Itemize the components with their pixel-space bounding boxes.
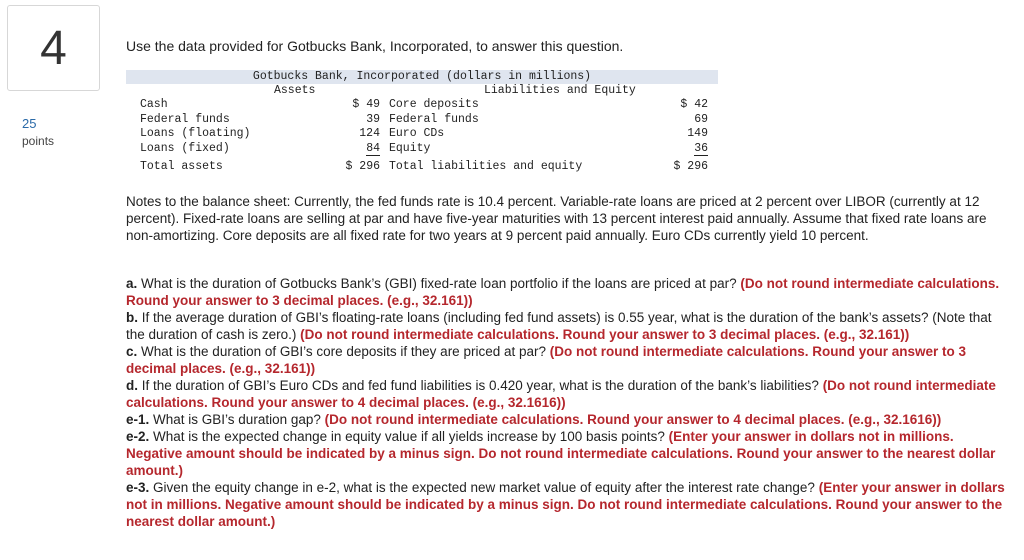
- part-text: Given the equity change in e-2, what is the expected new market value of equity after the interest rate change?: [153, 480, 815, 495]
- points-label: points: [22, 134, 55, 148]
- liability-value: $ 42: [680, 98, 708, 111]
- part-text: What is the duration of Gotbucks Bank’s (GBI) fixed-rate loan portfolio if the loans are priced at par?: [141, 276, 737, 291]
- balance-sheet: [126, 70, 718, 175]
- total-liabilities-label: Total liabilities and equity: [389, 160, 583, 173]
- question-part-a: [126, 275, 1010, 309]
- asset-label: Federal funds: [140, 112, 230, 126]
- part-instruction: (Do not round intermediate calculations. Round your answer to 3 decimal places. (e.g., 32.161)): [126, 276, 1000, 308]
- intro-text: Use the data provided for Gotbucks Bank, Incorporated, to answer this question.: [126, 38, 624, 54]
- question-part-d: [126, 377, 1010, 411]
- assets-header: Assets: [274, 84, 316, 97]
- part-instruction: (Do not round intermediate calculations. Round your answer to 4 decimal places. (e.g., 32.1616)): [324, 412, 942, 427]
- asset-value: $ 49: [352, 98, 380, 111]
- part-text: If the average duration of GBI’s floating-rate loans (including fed fund assets) is 0.55 year, what is the duration of the bank’s assets? (Note that the duration of cash is zero.): [126, 310, 992, 342]
- question-part-e2: [126, 428, 1010, 479]
- balance-sheet-notes: Notes to the balance sheet: Currently, the fed funds rate is 10.4 percent. Variable-rate loans are priced at 2 percent over LIBOR (currently at 12 percent). Fixed-rate loans are selling at par and have five-year maturities with 13 percent interest paid annually. Assume that fixed rate loans are non-amortizing. Core deposits are all fixed rate for two years at 9 percent paid annually. Euro CDs currently yield 10 percent.: [126, 194, 987, 243]
- part-label: c.: [126, 344, 138, 359]
- question-number: 4: [7, 5, 100, 91]
- liability-label: Core deposits: [389, 98, 479, 111]
- part-instruction: (Do not round intermediate calculations. Round your answer to 3 decimal places. (e.g., 32.161)): [300, 327, 910, 342]
- part-label: a.: [126, 276, 138, 291]
- question-part-c: [126, 343, 1010, 377]
- points-value: 25: [22, 116, 37, 131]
- total-liabilities-value: $ 296: [673, 160, 708, 173]
- balance-sheet-title: Gotbucks Bank, Incorporated (dollars in millions): [126, 70, 718, 84]
- part-label: e-2.: [126, 429, 150, 444]
- asset-label: Loans (fixed): [140, 141, 230, 155]
- liability-value: 69: [694, 112, 708, 126]
- part-label: e-1.: [126, 412, 150, 427]
- part-text: What is GBI’s duration gap?: [153, 412, 321, 427]
- part-instruction: (Do not round intermediate calculations. Round your answer to 3 decimal places. (e.g., 32.161)): [126, 344, 967, 376]
- question-part-e1: [126, 411, 1010, 428]
- balance-sheet-row: [126, 98, 718, 113]
- liability-label: Equity: [389, 141, 431, 155]
- question-parts: [126, 275, 1010, 530]
- part-instruction: (Enter your answer in dollars not in millions. Negative amount should be indicated by a minus sign. Do not round intermediate calculations. Round your answer to the nearest dollar amount.): [126, 429, 996, 478]
- liability-value: 149: [687, 127, 708, 140]
- part-text: What is the expected change in equity value if all yields increase by 100 basis points?: [153, 429, 665, 444]
- liability-label: Euro CDs: [389, 127, 445, 140]
- part-instruction: (Enter your answer in dollars not in millions. Negative amount should be indicated by a minus sign. Do not round intermediate calculations. Round your answer to the nearest dollar amount.): [126, 480, 1005, 529]
- asset-label: Loans (floating): [140, 127, 251, 140]
- total-assets-label: Total assets: [140, 160, 223, 173]
- balance-sheet-total-row: [126, 158, 718, 175]
- asset-value: 84: [366, 141, 380, 155]
- part-text: If the duration of GBI’s Euro CDs and fed fund liabilities is 0.420 year, what is the duration of the bank’s liabilities?: [141, 378, 819, 393]
- balance-sheet-row: [126, 113, 718, 128]
- total-assets-value: $ 296: [345, 160, 380, 173]
- asset-value: 124: [359, 127, 380, 140]
- liability-label: Federal funds: [389, 112, 479, 126]
- liability-value: 36: [694, 141, 708, 155]
- balance-sheet-row: [126, 127, 718, 142]
- question-part-b: [126, 309, 1010, 343]
- asset-label: Cash: [140, 98, 168, 111]
- part-label: e-3.: [126, 480, 150, 495]
- balance-sheet-row: [126, 142, 718, 157]
- part-text: What is the duration of GBI’s core deposits if they are priced at par?: [141, 344, 546, 359]
- part-label: d.: [126, 378, 138, 393]
- question-part-e3: [126, 479, 1010, 530]
- asset-value: 39: [366, 112, 380, 126]
- balance-sheet-subheader: [126, 84, 718, 98]
- liabilities-header: Liabilities and Equity: [484, 84, 636, 97]
- part-label: b.: [126, 310, 138, 325]
- part-instruction: (Do not round intermediate calculations. Round your answer to 4 decimal places. (e.g., 32.1616)): [126, 378, 996, 410]
